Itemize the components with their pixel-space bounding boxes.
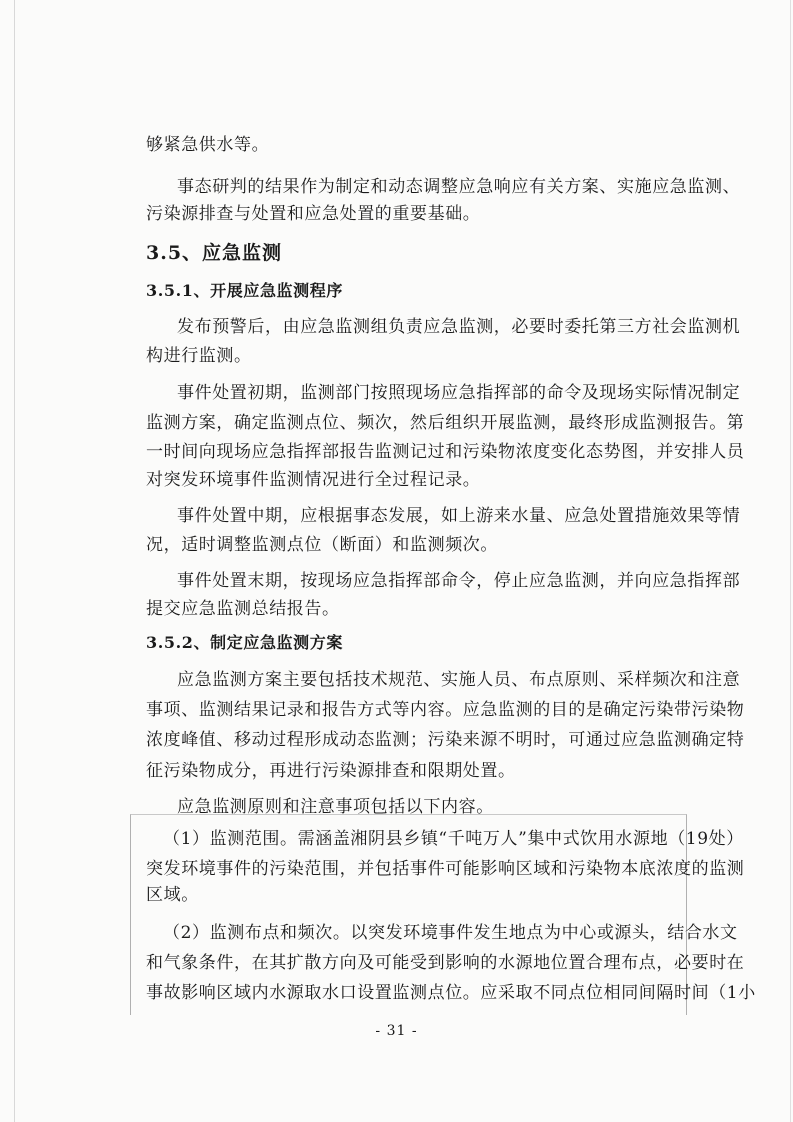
text-line: 突发环境事件的污染范围，并包括事件可能影响区域和污染物本底浓度的监测 (146, 859, 745, 879)
text-line: 浓度峰值、移动过程形成动态监测；污染来源不明时，可通过应急监测确定特 (146, 730, 745, 750)
text-line: 监测方案，确定监测点位、频次，然后组织开展监测，最终形成监测报告。第 (146, 413, 745, 433)
text-line: 构进行监测。 (146, 346, 252, 366)
text-line: 够紧急供水等。 (146, 135, 270, 155)
text-line: 对突发环境事件监测情况进行全过程记录。 (146, 470, 481, 490)
text-line: 污染源排查与处置和应急处置的重要基础。 (146, 204, 481, 224)
text-line: 和气象条件，在其扩散方向及可能受到影响的水源地位置合理布点，必要时在 (146, 953, 745, 973)
text-line: 应急监测方案主要包括技术规范、实施人员、布点原则、采样频次和注意 (177, 670, 741, 690)
text-line: 事件处置末期，按现场应急指挥部命令，停止应急监测，并向应急指挥部 (177, 571, 741, 591)
text-line: 应急监测原则和注意事项包括以下内容。 (177, 797, 494, 817)
text-line: 发布预警后，由应急监测组负责应急监测，必要时委托第三方社会监测机 (177, 317, 741, 337)
page-edge-left (14, 0, 15, 1122)
section-heading: 3.5、应急监测 (146, 242, 283, 264)
text-line: 况，适时调整监测点位（断面）和监测频次。 (146, 535, 498, 555)
text-line: 事故影响区域内水源取水口设置监测点位。应采取不同点位相同间隔时间（1小 (146, 983, 756, 1003)
page-number: - 31 - (375, 1023, 418, 1039)
text-line: 提交应急监测总结报告。 (146, 599, 340, 619)
page-edge-right (790, 0, 791, 1122)
text-line: （2）监测布点和频次。以突发环境事件发生地点为中心或源头，结合水文 (163, 923, 738, 943)
text-line: （1）监测范围。需涵盖湘阴县乡镇“千吨万人”集中式饮用水源地（19处） (163, 829, 744, 849)
subsection-heading: 3.5.1、开展应急监测程序 (146, 281, 343, 300)
text-line: 一时间向现场应急指挥部报告监测记过和污染物浓度变化态势图，并安排人员 (146, 442, 745, 462)
text-line: 事态研判的结果作为制定和动态调整应急响应有关方案、实施应急监测、 (177, 177, 741, 197)
subsection-heading: 3.5.2、制定应急监测方案 (146, 633, 343, 652)
text-line: 征污染物成分，再进行污染源排查和限期处置。 (146, 761, 516, 781)
text-line: 事件处置初期，监测部门按照现场应急指挥部的命令及现场实际情况制定 (177, 383, 741, 403)
text-line: 事件处置中期，应根据事态发展，如上游来水量、应急处置措施效果等情 (177, 506, 741, 526)
text-line: 区域。 (146, 885, 199, 905)
text-line: 事项、监测结果记录和报告方式等内容。应急监测的目的是确定污染带污染物 (146, 700, 745, 720)
